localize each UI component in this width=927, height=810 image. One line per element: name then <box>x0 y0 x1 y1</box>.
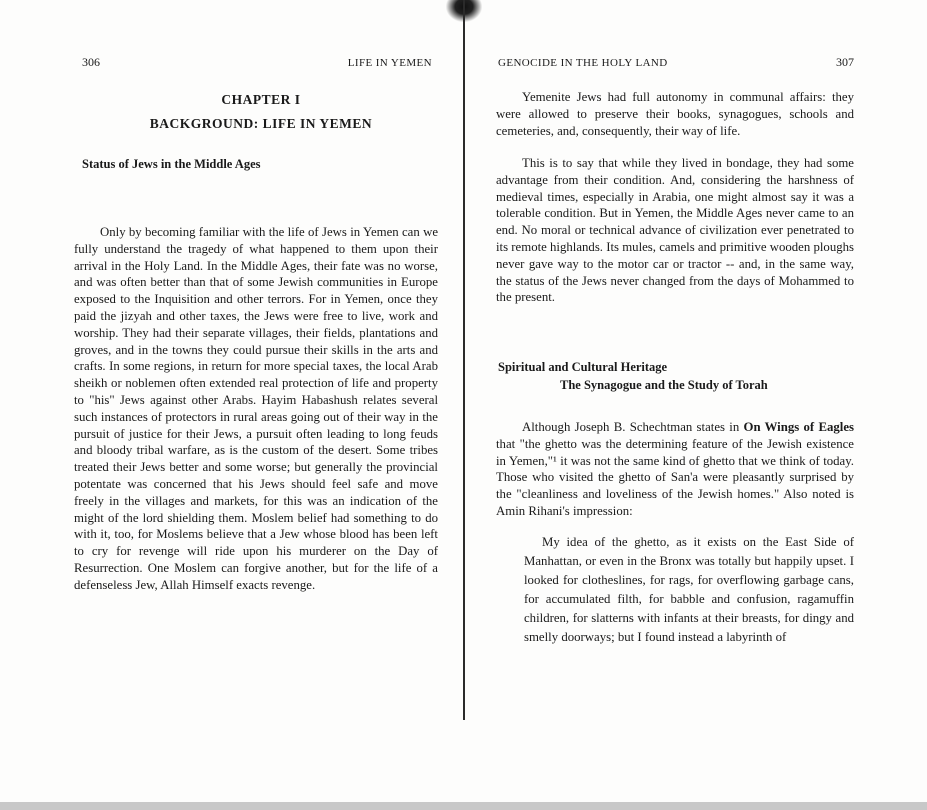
book-title-on-wings-of-eagles: On Wings of Eagles <box>743 420 854 434</box>
page-bottom-edge <box>0 802 927 810</box>
page-number-left: 306 <box>82 55 100 69</box>
chapter-number: CHAPTER I <box>221 92 301 107</box>
running-head-right: GENOCIDE IN THE HOLY LAND <box>498 57 668 69</box>
block-quote-rihani: My idea of the ghetto, as it exists on the East Side of Manhattan, or even in the Bronx was totally but happily upset. I looked for clotheslines, for rags, for overflowing garbage cans, for accumulated filth, for babble and confusion, ragamuffin children, for slatterns with infants at their breasts, for dingy and smelly doorways; but I found instead a labyrinth of <box>524 535 854 644</box>
book-gutter <box>463 0 465 720</box>
body-paragraph-ghetto <box>496 419 854 520</box>
chapter-title: BACKGROUND: LIFE IN YEMEN <box>149 116 373 131</box>
body-paragraph-autonomy: Yemenite Jews had full autonomy in communal affairs: they were allowed to preserve their books, synagogues, schools and cemeteries, and, consequently, their way of life. <box>496 90 854 138</box>
ghetto-text-before: Although Joseph B. Schechtman states in <box>522 420 744 434</box>
section-heading-heritage: Spiritual and Cultural Heritage <box>498 360 668 374</box>
page-number-right: 307 <box>836 55 854 69</box>
ghetto-text-after: that "the ghetto was the determining feature of the Jewish existence in Yemen,"¹ it was not the same kind of ghetto that we think of today. Those who visited the ghetto of San'a were pleasantly surprised by the "cleanliness and loveliness of the Jewish homes." Also noted is Amin Rihani's impression: <box>496 436 854 518</box>
running-head-left: LIFE IN YEMEN <box>347 57 432 69</box>
body-paragraph-bondage: This is to say that while they lived in bondage, they had some advantage from their condition. And, considering the harshness of medieval times, especially in Arabia, one might almost say it was a tolerable condition. But in Yemen, the Middle Ages never came to an end. No moral or technical advance of civilization ever penetrated to its remote highlands. Its mules, camels and primitive wooden ploughs never gave way to the motor car or tractor -- and, in the same way, the status of the Jews never changed from the days of Mohammed to the present. <box>496 156 854 305</box>
subsection-heading-synagogue: The Synagogue and the Study of Torah <box>560 378 768 392</box>
body-paragraph: Only by becoming familiar with the life of Jews in Yemen can we fully understand the tragedy of what happened to them upon their arrival in the Holy Land. In the Middle Ages, their fate was no worse, and was often better than that of some Jewish communities in Europe exposed to the Inquisition and other terrors. For in Yemen, once they paid the jizyah and other taxes, the Jews were free to live, work and worship. They had their separate villages, their fields, plantations and groves, and in the towns they could pursue their skills in the arts and crafts. In some regions, in return for more special taxes, the local Arab sheikh or noblemen often extended real protection of life and property to "his" Jews against other Arabs. Hayim Habashush relates several such instances of protectors in rural areas going out of their way in the pursuit of justice for their Jews, a pursuit often leading to long feuds and bloody tribal warfare, as is the custom of the desert. Some tribes treated their Jews better and some worse; but generally the provincial potentate was concerned that his Jews should feel safe and move freely in the villages and markets, for this was an indication of the might of the lord shielding them. Moslem belief had something to do with it, too, for Moslems believe that a Jew whose blood has been left to cry for revenge will ride upon his murderer on the Day of Resurrection. One Moslem can forgive another, but for the life of a defenseless Jew, Allah Himself exacts revenge. <box>74 225 438 592</box>
section-heading-status: Status of Jews in the Middle Ages <box>82 157 261 171</box>
